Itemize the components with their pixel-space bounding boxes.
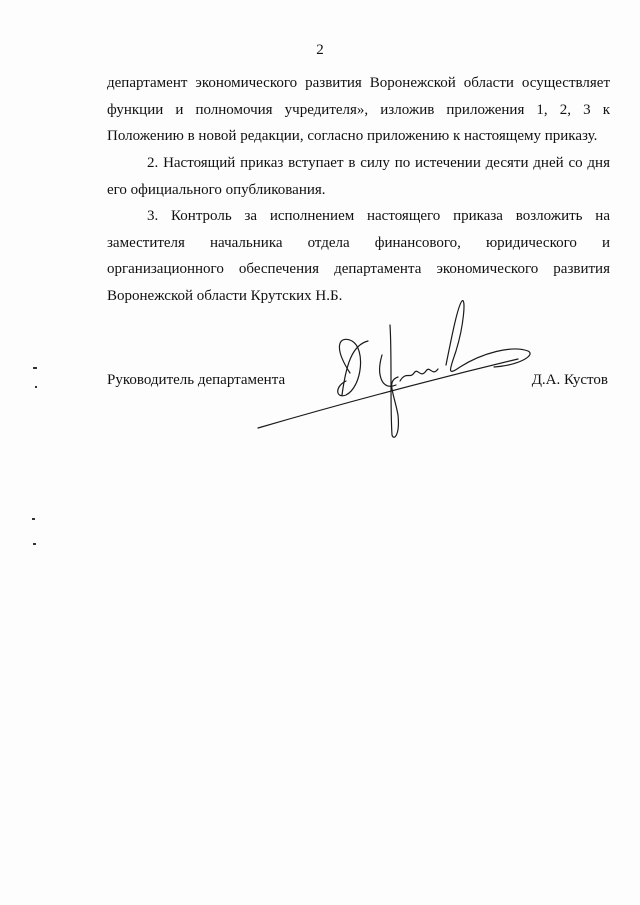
text-line: департамент экономического развития Воронежской области осуществляет	[107, 75, 610, 91]
page-number: 2	[316, 42, 324, 58]
text-line: 2. Настоящий приказ вступает в силу по истечении десяти дней со дня	[147, 155, 610, 171]
signatory-title: Руководитель департамента	[107, 372, 286, 388]
paragraph-1	[107, 70, 610, 150]
scan-mark	[33, 367, 37, 369]
text-line: организационного обеспечения департамента экономического развития	[107, 261, 610, 277]
text-line: Воронежской области Крутских Н.Б.	[107, 287, 343, 304]
text-line: заместителя начальника отдела финансового, юридического и	[107, 234, 610, 251]
text-line: 3. Контроль за исполнением настоящего приказа возложить на	[147, 208, 610, 224]
scan-mark	[35, 386, 37, 388]
paragraph-2	[107, 150, 610, 203]
signatory-name: Д.А. Кустов	[531, 372, 608, 388]
handwritten-signature	[250, 295, 540, 445]
text-line: его официального опубликования.	[107, 181, 326, 198]
scan-mark	[33, 543, 36, 545]
scan-mark	[32, 518, 35, 520]
text-line: функции и полномочия учредителя», изложив приложения 1, 2, 3 к	[107, 101, 610, 118]
paragraph-3	[107, 203, 610, 309]
text-line: Положению в новой редакции, согласно приложению к настоящему приказу.	[107, 128, 598, 144]
